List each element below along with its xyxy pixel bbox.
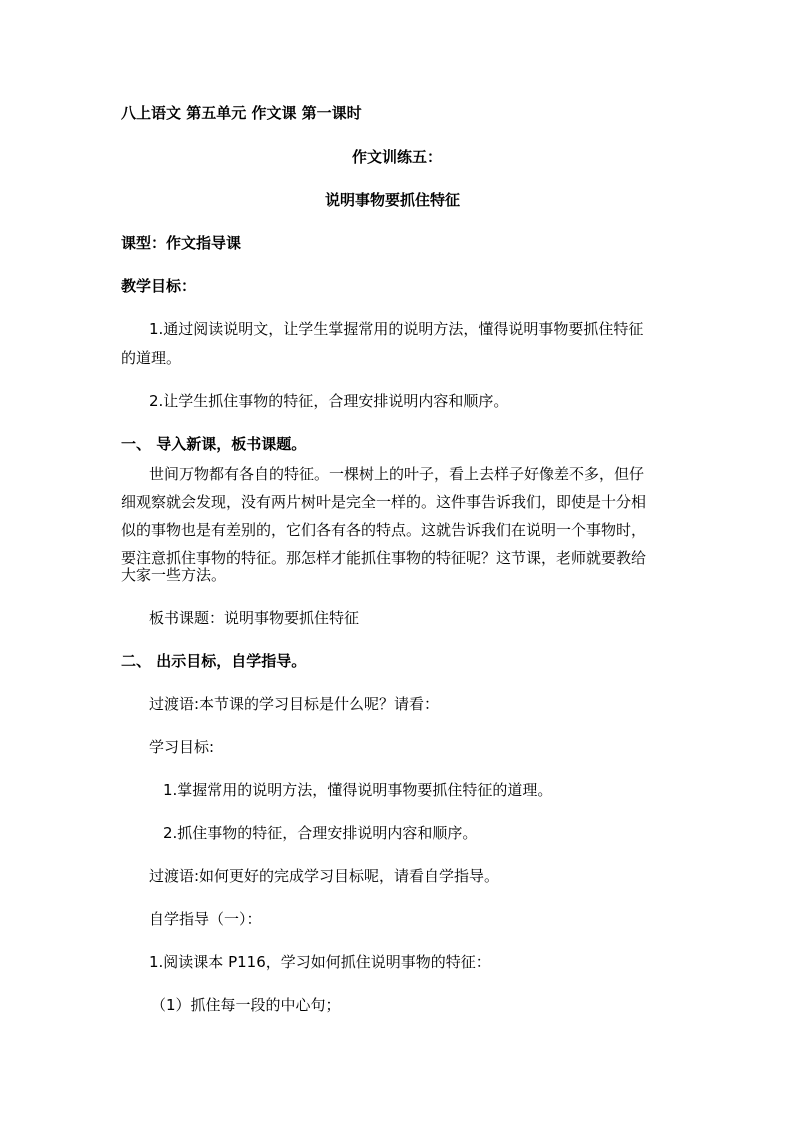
objectives-heading: 教学目标： bbox=[121, 277, 197, 295]
section-1-paragraph-line: 似的事物也是有差别的，它们各有各的特点。这就告诉我们在说明一个事物时， bbox=[121, 521, 647, 539]
section-1-paragraph-line: 大家一些方法。 bbox=[121, 566, 227, 584]
transition-1: 过渡语:本节课的学习目标是什么呢？请看： bbox=[149, 695, 440, 713]
guide-item-1: 1.阅读课本 P116，学习如何抓住说明事物的特征： bbox=[149, 953, 491, 971]
section-1-paragraph-line: 要注意抓住事物的特征。那怎样才能抓住事物的特征呢？这节课，老师就要教给 bbox=[121, 549, 647, 567]
objective-item-2: 2.让学生抓住事物的特征，合理安排说明内容和顺序。 bbox=[149, 392, 509, 410]
document-title: 作文训练五： bbox=[352, 148, 443, 166]
board-title: 板书课题：说明事物要抓住特征 bbox=[149, 609, 360, 627]
section-1-paragraph-line: 细观察就会发现，没有两片树叶是完全一样的。这件事告诉我们，即使是十分相 bbox=[121, 493, 647, 511]
transition-2: 过渡语:如何更好的完成学习目标呢，请看自学指导。 bbox=[149, 867, 500, 885]
document-header: 八上语文 第五单元 作文课 第一课时 bbox=[121, 104, 362, 122]
goal-item-2: 2.抓住事物的特征，合理安排说明内容和顺序。 bbox=[163, 824, 478, 842]
objective-item-1-line-1: 1.通过阅读说明文，让学生掌握常用的说明方法，懂得说明事物要抓住特征 bbox=[149, 320, 644, 338]
document-subtitle: 说明事物要抓住特征 bbox=[325, 191, 461, 209]
guide-sub-item-1: （1）抓住每一段的中心句； bbox=[151, 996, 341, 1014]
goal-item-1: 1.掌握常用的说明方法，懂得说明事物要抓住特征的道理。 bbox=[163, 781, 553, 799]
goals-heading: 学习目标: bbox=[149, 738, 215, 756]
lesson-type: 课型：作文指导课 bbox=[121, 234, 242, 252]
section-1-paragraph-line: 世间万物都有各自的特征。一棵树上的叶子，看上去样子好像差不多，但仔 bbox=[149, 465, 645, 483]
objective-item-1-line-2: 的道理。 bbox=[121, 349, 182, 367]
section-1-heading: 一、 导入新课，板书课题。 bbox=[121, 435, 307, 453]
section-2-heading: 二、 出示目标，自学指导。 bbox=[121, 652, 307, 670]
guide-heading: 自学指导（一）： bbox=[149, 910, 262, 928]
